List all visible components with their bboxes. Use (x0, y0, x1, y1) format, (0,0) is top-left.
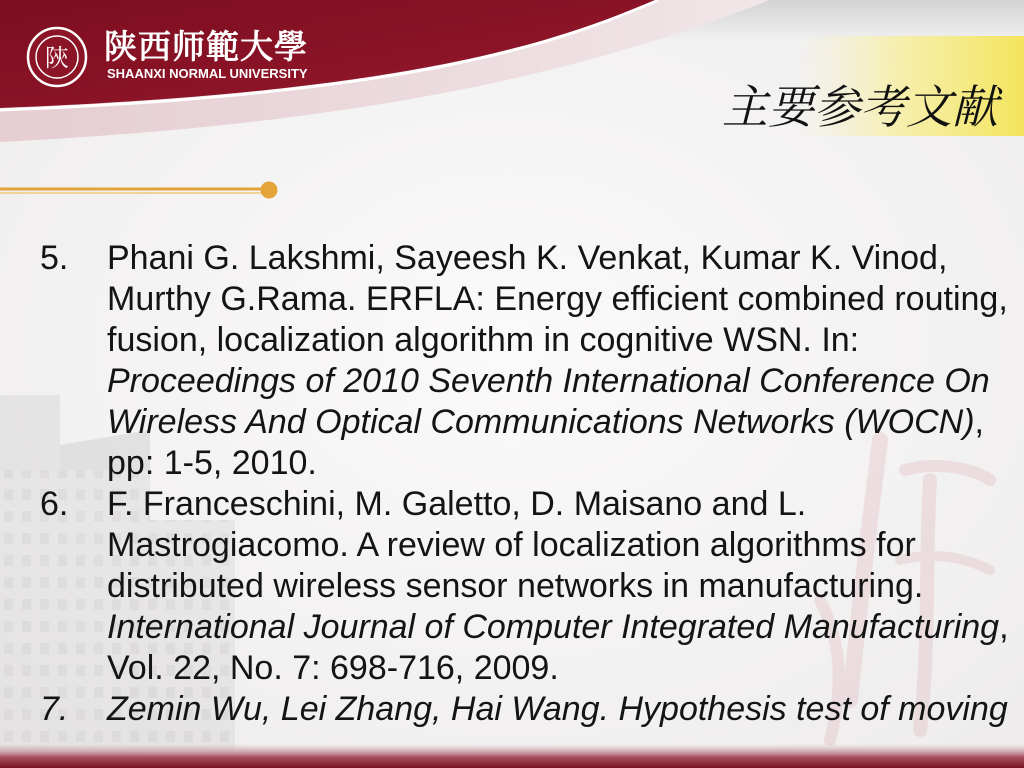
reference-text: Vol. 22, No. 7: 698-716, 2009. (107, 649, 559, 687)
university-logo (25, 25, 89, 89)
reference-item (0, 484, 1024, 689)
slide-title: 主要参考文献 (722, 80, 998, 134)
reference-text: F. Franceschini, M. Galetto, D. Maisano and L. (107, 485, 807, 523)
reference-source-title: Proceedings of 2010 Seventh International Conference On (107, 362, 990, 400)
reference-line (0, 402, 1024, 443)
reference-line (0, 648, 1024, 689)
reference-line (0, 484, 1024, 525)
reference-text: Mastrogiacomo. A review of localization algorithms for (107, 526, 916, 564)
reference-text: Phani G. Lakshmi, Sayeesh K. Venkat, Kumar K. Vinod, (107, 239, 948, 277)
reference-text: pp: 1-5, 2010. (107, 444, 317, 482)
reference-line (0, 566, 1024, 607)
reference-line (0, 279, 1024, 320)
reference-line (0, 525, 1024, 566)
reference-line (0, 607, 1024, 648)
reference-text: Zemin Wu, Lei Zhang, Hai Wang. Hypothesis test of moving (107, 690, 1008, 728)
reference-line (0, 320, 1024, 361)
reference-punctuation: , (999, 608, 1009, 646)
reference-punctuation: , (974, 403, 984, 441)
university-name-en: SHAANXI NORMAL UNIVERSITY (107, 66, 308, 81)
logo-seal-char: 陝 (45, 44, 69, 72)
reference-source-title: International Journal of Computer Integrated Manufacturing (107, 608, 1000, 646)
reference-number: 5. (40, 239, 69, 277)
reference-text: distributed wireless sensor networks in manufacturing. (107, 567, 924, 605)
reference-list (0, 238, 1024, 730)
reference-line (0, 443, 1024, 484)
footer-band (0, 744, 1024, 768)
divider-dot (261, 182, 278, 199)
reference-line (0, 689, 1024, 730)
reference-item (0, 238, 1024, 484)
university-name-cn: 陕西师範大學 (104, 27, 308, 66)
reference-line (0, 238, 1024, 279)
reference-text: fusion, localization algorithm in cognitive WSN. In: (107, 321, 860, 359)
reference-number: 7. (40, 690, 69, 728)
reference-source-title: Wireless And Optical Communications Networks (WOCN) (107, 403, 975, 441)
reference-text: Murthy G.Rama. ERFLA: Energy efficient combined routing, (107, 280, 1008, 318)
reference-number: 6. (40, 485, 69, 523)
reference-line (0, 361, 1024, 402)
reference-item (0, 689, 1024, 730)
